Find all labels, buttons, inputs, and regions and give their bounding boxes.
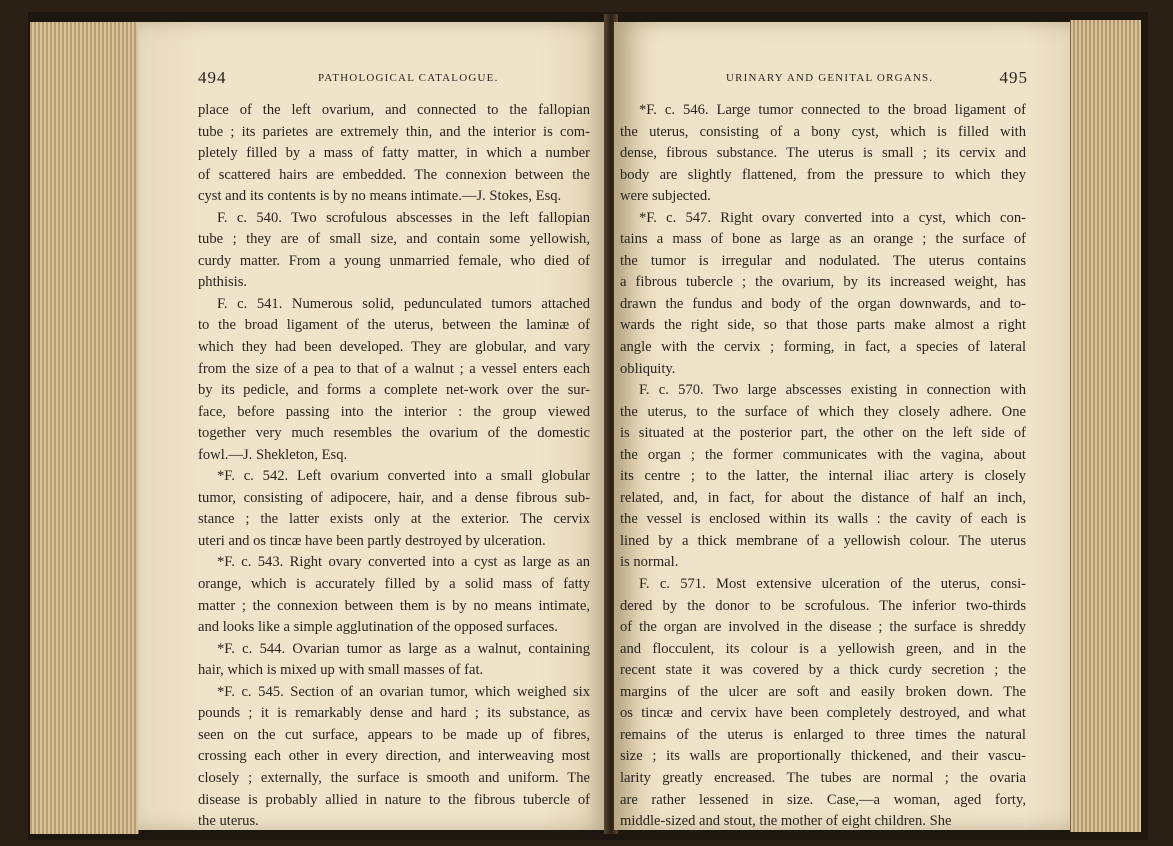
text-line: the uterus, consisting of a bony cyst, which is filled with: [620, 123, 1026, 140]
text-line: size ; its walls are proportionally thickened, and their vascu-: [620, 748, 1026, 765]
text-line: uteri and os tincæ have been partly destroyed by ulceration.: [198, 532, 546, 549]
text-line: is normal.: [620, 554, 679, 571]
text-line: middle-sized and stout, the mother of eight children. She: [620, 813, 952, 830]
text-line: closely ; externally, the surface is smooth and uniform. The: [198, 769, 590, 786]
left-page-header: [198, 68, 590, 92]
left-page: [138, 22, 608, 830]
text-line: tumor, consisting of adipocere, hair, and a dense fibrous sub-: [198, 489, 590, 506]
text-line: is situated at the posterior part, the other on the left side of: [620, 425, 1026, 442]
text-line: recent state it was covered by a thick curdy secretion ; the: [620, 662, 1026, 679]
text-line: the uterus.: [198, 813, 259, 830]
text-line: *F. c. 542. Left ovarium converted into a small globular: [216, 468, 590, 485]
text-line: orange, which is accurately filled by a solid mass of fatty: [198, 576, 590, 593]
text-line: *F. c. 545. Section of an ovarian tumor, which weighed six: [216, 683, 590, 700]
text-line: related, and, in fact, for about the distance of half an inch,: [620, 489, 1026, 506]
text-line: disease is probably allied in nature to the fibrous tubercle of: [198, 791, 590, 808]
text-line: tube ; its parietes are extremely thin, and the interior is com-: [198, 123, 590, 140]
text-line: the vessel is enclosed within its walls : the cavity of each is: [620, 511, 1026, 528]
text-line: the organ ; the former communicates with the vagina, about: [620, 446, 1026, 463]
text-line: are rather lessened in size. Case,—a woman, aged forty,: [620, 791, 1026, 808]
text-line: *F. c. 546. Large tumor connected to the broad ligament of: [638, 102, 1026, 118]
text-line: body are slightly flattened, from the pressure to which they: [620, 166, 1026, 183]
text-line: curdy matter. From a young unmarried female, who died of: [198, 252, 590, 269]
running-head: PATHOLOGICAL CATALOGUE.: [318, 72, 499, 84]
page-number: 495: [999, 68, 1028, 87]
text-line: dense, fibrous substance. The uterus is small ; its cervix and: [620, 145, 1026, 162]
text-line: angle with the cervix ; forming, in fact, a species of lateral: [620, 339, 1026, 356]
text-line: F. c. 541. Numerous solid, pedunculated tumors attached: [216, 295, 590, 312]
text-line: tains a mass of bone as large as an orange ; the surface of: [620, 231, 1026, 248]
left-page-text: [198, 100, 590, 833]
left-page-edges: [30, 22, 139, 834]
text-line: crossing each other in every direction, and interweaving most: [198, 748, 590, 765]
text-line: *F. c. 547. Right ovary converted into a cyst, which con-: [638, 209, 1026, 226]
text-line: fowl.—J. Shekleton, Esq.: [198, 446, 348, 463]
text-line: to the broad ligament of the uterus, between the laminæ of: [198, 317, 590, 334]
text-line: place of the left ovarium, and connected to the fallopian: [198, 102, 590, 118]
text-line: pletely filled by a mass of fatty matter, in which a number: [198, 145, 590, 162]
text-line: *F. c. 544. Ovarian tumor as large as a walnut, containing: [216, 640, 590, 657]
page-number: 494: [198, 68, 227, 87]
text-line: F. c. 540. Two scrofulous abscesses in the left fallopian: [216, 209, 590, 226]
text-line: F. c. 571. Most extensive ulceration of the uterus, consi-: [638, 576, 1026, 593]
right-page-text: [620, 100, 1026, 833]
text-line: tube ; they are of small size, and contain some yellowish,: [198, 231, 590, 248]
text-line: the tumor is irregular and nodulated. The uterus contains: [620, 252, 1026, 269]
right-page-header: [628, 68, 1028, 92]
text-line: which they had been developed. They are globular, and vary: [198, 339, 590, 356]
text-line: os tincæ and cervix have been completely destroyed, and what: [620, 705, 1026, 722]
text-line: its centre ; to the latter, the internal iliac artery is closely: [620, 468, 1026, 485]
text-line: of the organ are involved in the disease ; the surface is shreddy: [620, 619, 1026, 636]
text-line: phthisis.: [198, 274, 248, 291]
text-line: larity greatly encreased. The tubes are normal ; the ovaria: [620, 769, 1026, 786]
right-page-edges: [1070, 20, 1141, 832]
text-line: obliquity.: [620, 360, 676, 377]
text-line: a fibrous tubercle ; the ovarium, by its increased weight, has: [620, 274, 1026, 291]
text-line: together very much resembles the ovarium of the domestic: [198, 425, 590, 442]
text-line: F. c. 570. Two large abscesses existing in connection with: [638, 382, 1026, 399]
text-line: and looks like a simple agglutination of the opposed surfaces.: [198, 619, 558, 636]
text-line: lined by a thick membrane of a yellowish colour. The uterus: [620, 532, 1026, 549]
text-line: of scattered hairs are embedded. The connexion between the: [198, 166, 590, 183]
text-line: dered by the donor to be scrofulous. The inferior two-thirds: [620, 597, 1026, 614]
text-line: stance ; the latter exists only at the exterior. The cervix: [198, 511, 590, 528]
text-line: wards the right side, so that those parts make almost a right: [620, 317, 1026, 334]
text-line: pounds ; it is remarkably dense and hard ; its substance, as: [198, 705, 590, 722]
text-line: hair, which is mixed up with small masses of fat.: [198, 662, 484, 679]
text-line: matter ; the connexion between them is by no means intimate,: [198, 597, 590, 614]
right-page: [614, 22, 1070, 830]
text-line: remains of the uterus is enlarged to three times the natural: [620, 726, 1026, 743]
text-line: *F. c. 543. Right ovary converted into a cyst as large as an: [216, 554, 590, 571]
text-line: seen on the cut surface, appears to be made up of fibres,: [198, 726, 590, 743]
text-line: drawn the fundus and body of the organ downwards, and to-: [620, 295, 1026, 312]
running-head: URINARY AND GENITAL ORGANS.: [726, 72, 934, 84]
text-line: were subjected.: [620, 188, 711, 205]
text-line: by its pedicle, and forms a complete net-work over the sur-: [198, 382, 590, 399]
text-line: face, before passing into the interior : the group viewed: [198, 403, 590, 420]
text-line: the uterus, to the surface of which they closely adhere. One: [620, 403, 1026, 420]
text-line: cyst and its contents is by no means intimate.—J. Stokes, Esq.: [198, 188, 562, 205]
text-line: margins of the ulcer are soft and easily broken down. The: [620, 683, 1026, 700]
text-line: from the size of a pea to that of a walnut ; a vessel enters each: [198, 360, 590, 377]
text-line: and flocculent, its colour is a yellowish green, and in the: [620, 640, 1026, 657]
